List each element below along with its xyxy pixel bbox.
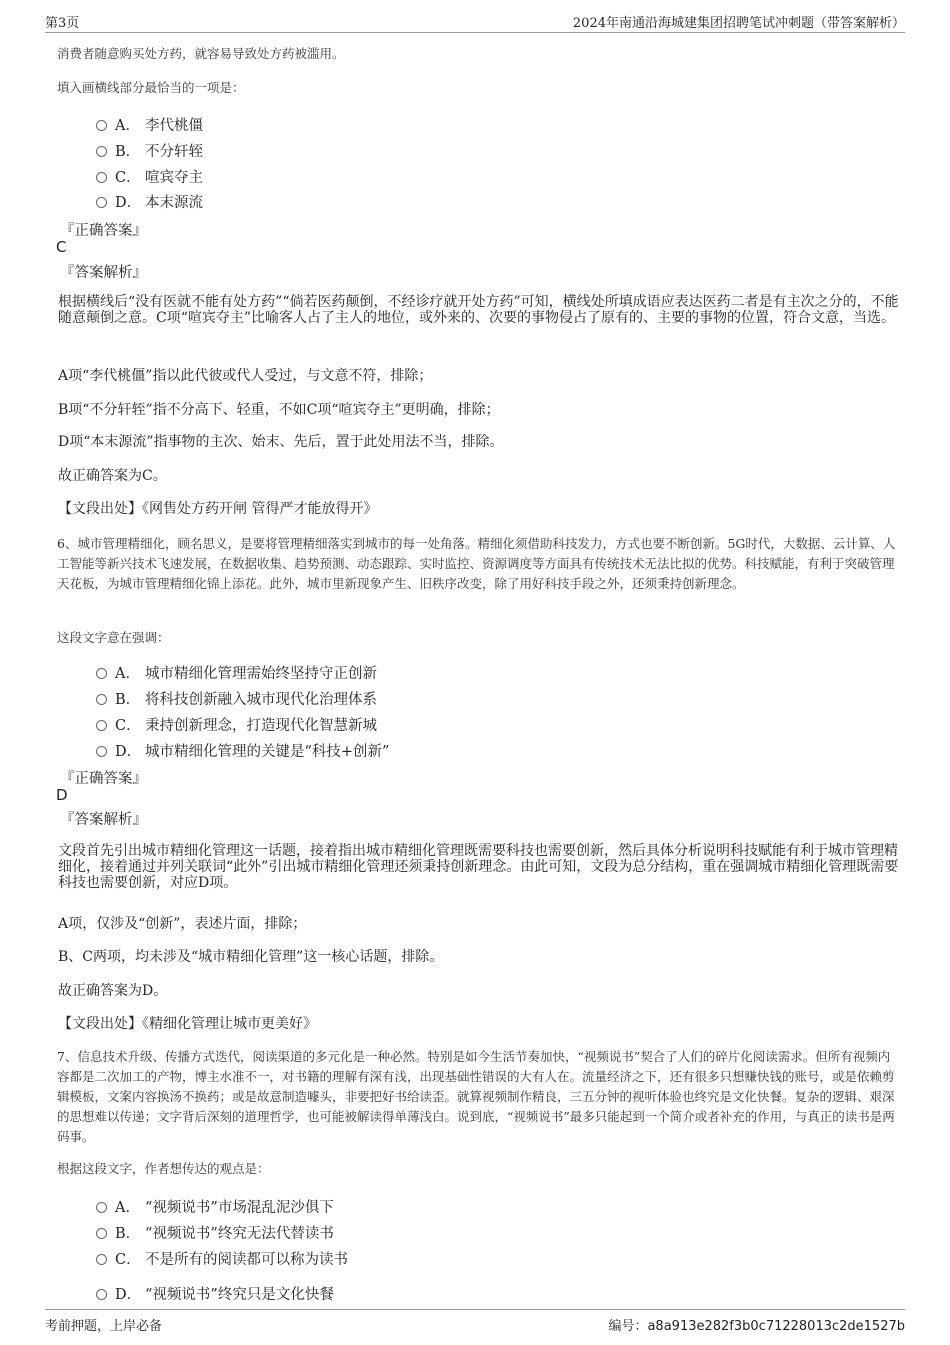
radio-icon[interactable]	[96, 172, 107, 183]
q5-source: 【文段出处】《网售处方药开闸 管得严才能放得开》	[58, 501, 378, 517]
q6-stem: 6、城市管理精细化，顾名思义，是要将管理精细落实到城市的每一处角落。精细化须借助科技发力，方式也要不断创新。5G时代，大数据、云计算、人工智能等新兴技术飞速发展，在数据收集、趋势预测、动态跟踪、实时监控、资源调度等方面具有传统技术无法比拟的优势。科技赋能，有利于突破管理天花板，为城市管理精细化锦上添花。此外，城市里新现象产生、旧秩序改变，除了用好科技手段之外，还须秉持创新理念。	[57, 536, 896, 591]
document-code	[608, 1315, 905, 1334]
q5-conclusion: 故正确答案为C。	[58, 468, 167, 484]
radio-icon[interactable]	[96, 1228, 107, 1239]
q5-analysis-label: 『答案解析』	[60, 265, 147, 281]
q6-answer: D	[56, 786, 68, 804]
option-letter: C．	[115, 718, 141, 734]
document-code-label: 编号：	[608, 1319, 648, 1334]
radio-icon[interactable]	[96, 1254, 107, 1265]
option-text: “视频说书”市场混乱泥沙俱下	[145, 1200, 334, 1216]
option-letter: A．	[115, 118, 140, 134]
option-text: 秉持创新理念，打造现代化智慧新城	[145, 718, 377, 734]
option-text: “视频说书”终究无法代替读书	[145, 1226, 334, 1242]
radio-icon[interactable]	[96, 1289, 107, 1300]
q6-answer-label: 『正确答案』	[60, 771, 147, 787]
option-letter: B．	[115, 1226, 141, 1242]
option-text: 不分轩轾	[145, 144, 203, 160]
radio-icon[interactable]	[96, 146, 107, 157]
option-letter: D．	[115, 195, 142, 211]
radio-icon[interactable]	[96, 120, 107, 131]
q5-stem-tail: 消费者随意购买处方药，就容易导致处方药被滥用。	[57, 46, 345, 61]
option-text: 不是所有的阅读都可以称为读书	[145, 1252, 348, 1268]
q6-prompt: 这段文字意在强调：	[57, 630, 170, 645]
q7-prompt: 根据这段文字，作者想传达的观点是：	[57, 1161, 270, 1176]
option-text: 李代桃僵	[145, 118, 203, 134]
q6-conclusion: 故正确答案为D。	[58, 983, 168, 999]
q5-analysis: 根据横线后“没有医就不能有处方药”“倘若医药颠倒，不经诊疗就开处方药”可知，横线处所填成语应表达医药二者是有主次之分的，不能随意颠倒之意。C项“喧宾夺主”比喻客人占了主人的地位，或外来的、次要的事物侵占了原有的、主要的事物的位置，符合文意，当选。	[58, 294, 899, 326]
q5-answer-label: 『正确答案』	[60, 223, 147, 239]
document-title: 2024年南通沿海城建集团招聘笔试冲刺题（带答案解析）	[572, 16, 905, 31]
radio-icon[interactable]	[96, 197, 107, 208]
q5-prompt: 填入画横线部分最恰当的一项是：	[57, 80, 245, 95]
q5-note-a: A项“李代桃僵”指以此代彼或代人受过，与文意不符，排除；	[58, 368, 433, 384]
page-header	[45, 10, 905, 33]
q5-note-d: D项“本末源流”指事物的主次、始末、先后，置于此处用法不当，排除。	[58, 434, 504, 450]
q7-stem: 7、信息技术升级、传播方式迭代，阅读渠道的多元化是一种必然。特别是如今生活节奏加快，“视频说书”契合了人们的碎片化阅读需求。但所有视频内容都是二次加工的产物，博主水准不一，对书籍的理解有深有浅，出现基础性错误的大有人在。流量经济之下，还有很多只想赚快钱的账号，或是依赖剪辑模板，文案内容换汤不换药；或是故意制造噱头，非要把好书给读歪。就算视频制作精良，三五分钟的视听体验也终究是文化快餐。复杂的逻辑、艰深的思想难以传递；文字背后深刻的道理哲学，也可能被解读得单薄浅白。说到底，“视频说书”最多只能起到一个简介或者补充的作用，与真正的读书是两码事。	[57, 1049, 895, 1144]
option-letter: D．	[115, 744, 142, 760]
option-text: “视频说书”终究只是文化快餐	[145, 1287, 334, 1303]
document-code-value: a8a913e282f3b0c71228013c2de1527b	[647, 1319, 905, 1334]
radio-icon[interactable]	[96, 694, 107, 705]
q5-answer: C	[56, 238, 67, 256]
q5-note-b: B项“不分轩轾”指不分高下、轻重，不如C项“喧宾夺主”更明确，排除；	[58, 402, 500, 418]
option-text: 喧宾夺主	[145, 170, 203, 186]
option-letter: A．	[115, 666, 140, 682]
radio-icon[interactable]	[96, 668, 107, 679]
option-text: 城市精细化管理的关键是“科技+创新”	[145, 744, 390, 760]
option-letter: C．	[115, 1252, 141, 1268]
page-number: 第3页	[45, 16, 80, 31]
option-text: 将科技创新融入城市现代化治理体系	[145, 692, 377, 708]
option-letter: C．	[115, 170, 141, 186]
option-letter: B．	[115, 144, 141, 160]
q6-note-a: A项，仅涉及“创新”，表述片面，排除；	[58, 916, 307, 932]
q6-source: 【文段出处】《精细化管理让城市更美好》	[58, 1016, 317, 1032]
q6-analysis-label: 『答案解析』	[60, 812, 147, 828]
q6-analysis: 文段首先引出城市精细化管理这一话题，接着指出城市精细化管理既需要科技也需要创新，然后具体分析说明科技赋能有利于城市管理精细化，接着通过并列关联词“此外”引出城市精细化管理还须秉持创新理念。由此可知，文段为总分结构，重在强调城市精细化管理既需要科技也需要创新，对应D项。	[58, 843, 899, 891]
option-letter: D．	[115, 1287, 142, 1303]
option-letter: A．	[115, 1200, 140, 1216]
option-letter: B．	[115, 692, 141, 708]
radio-icon[interactable]	[96, 720, 107, 731]
radio-icon[interactable]	[96, 746, 107, 757]
footer-slogan: 考前押题，上岸必备	[45, 1319, 163, 1334]
page-footer	[45, 1309, 905, 1336]
option-text: 城市精细化管理需始终坚持守正创新	[145, 666, 377, 682]
option-text: 本末源流	[145, 195, 203, 211]
q6-note-bc: B、C两项，均未涉及“城市精细化管理”这一核心话题，排除。	[58, 949, 444, 965]
radio-icon[interactable]	[96, 1202, 107, 1213]
